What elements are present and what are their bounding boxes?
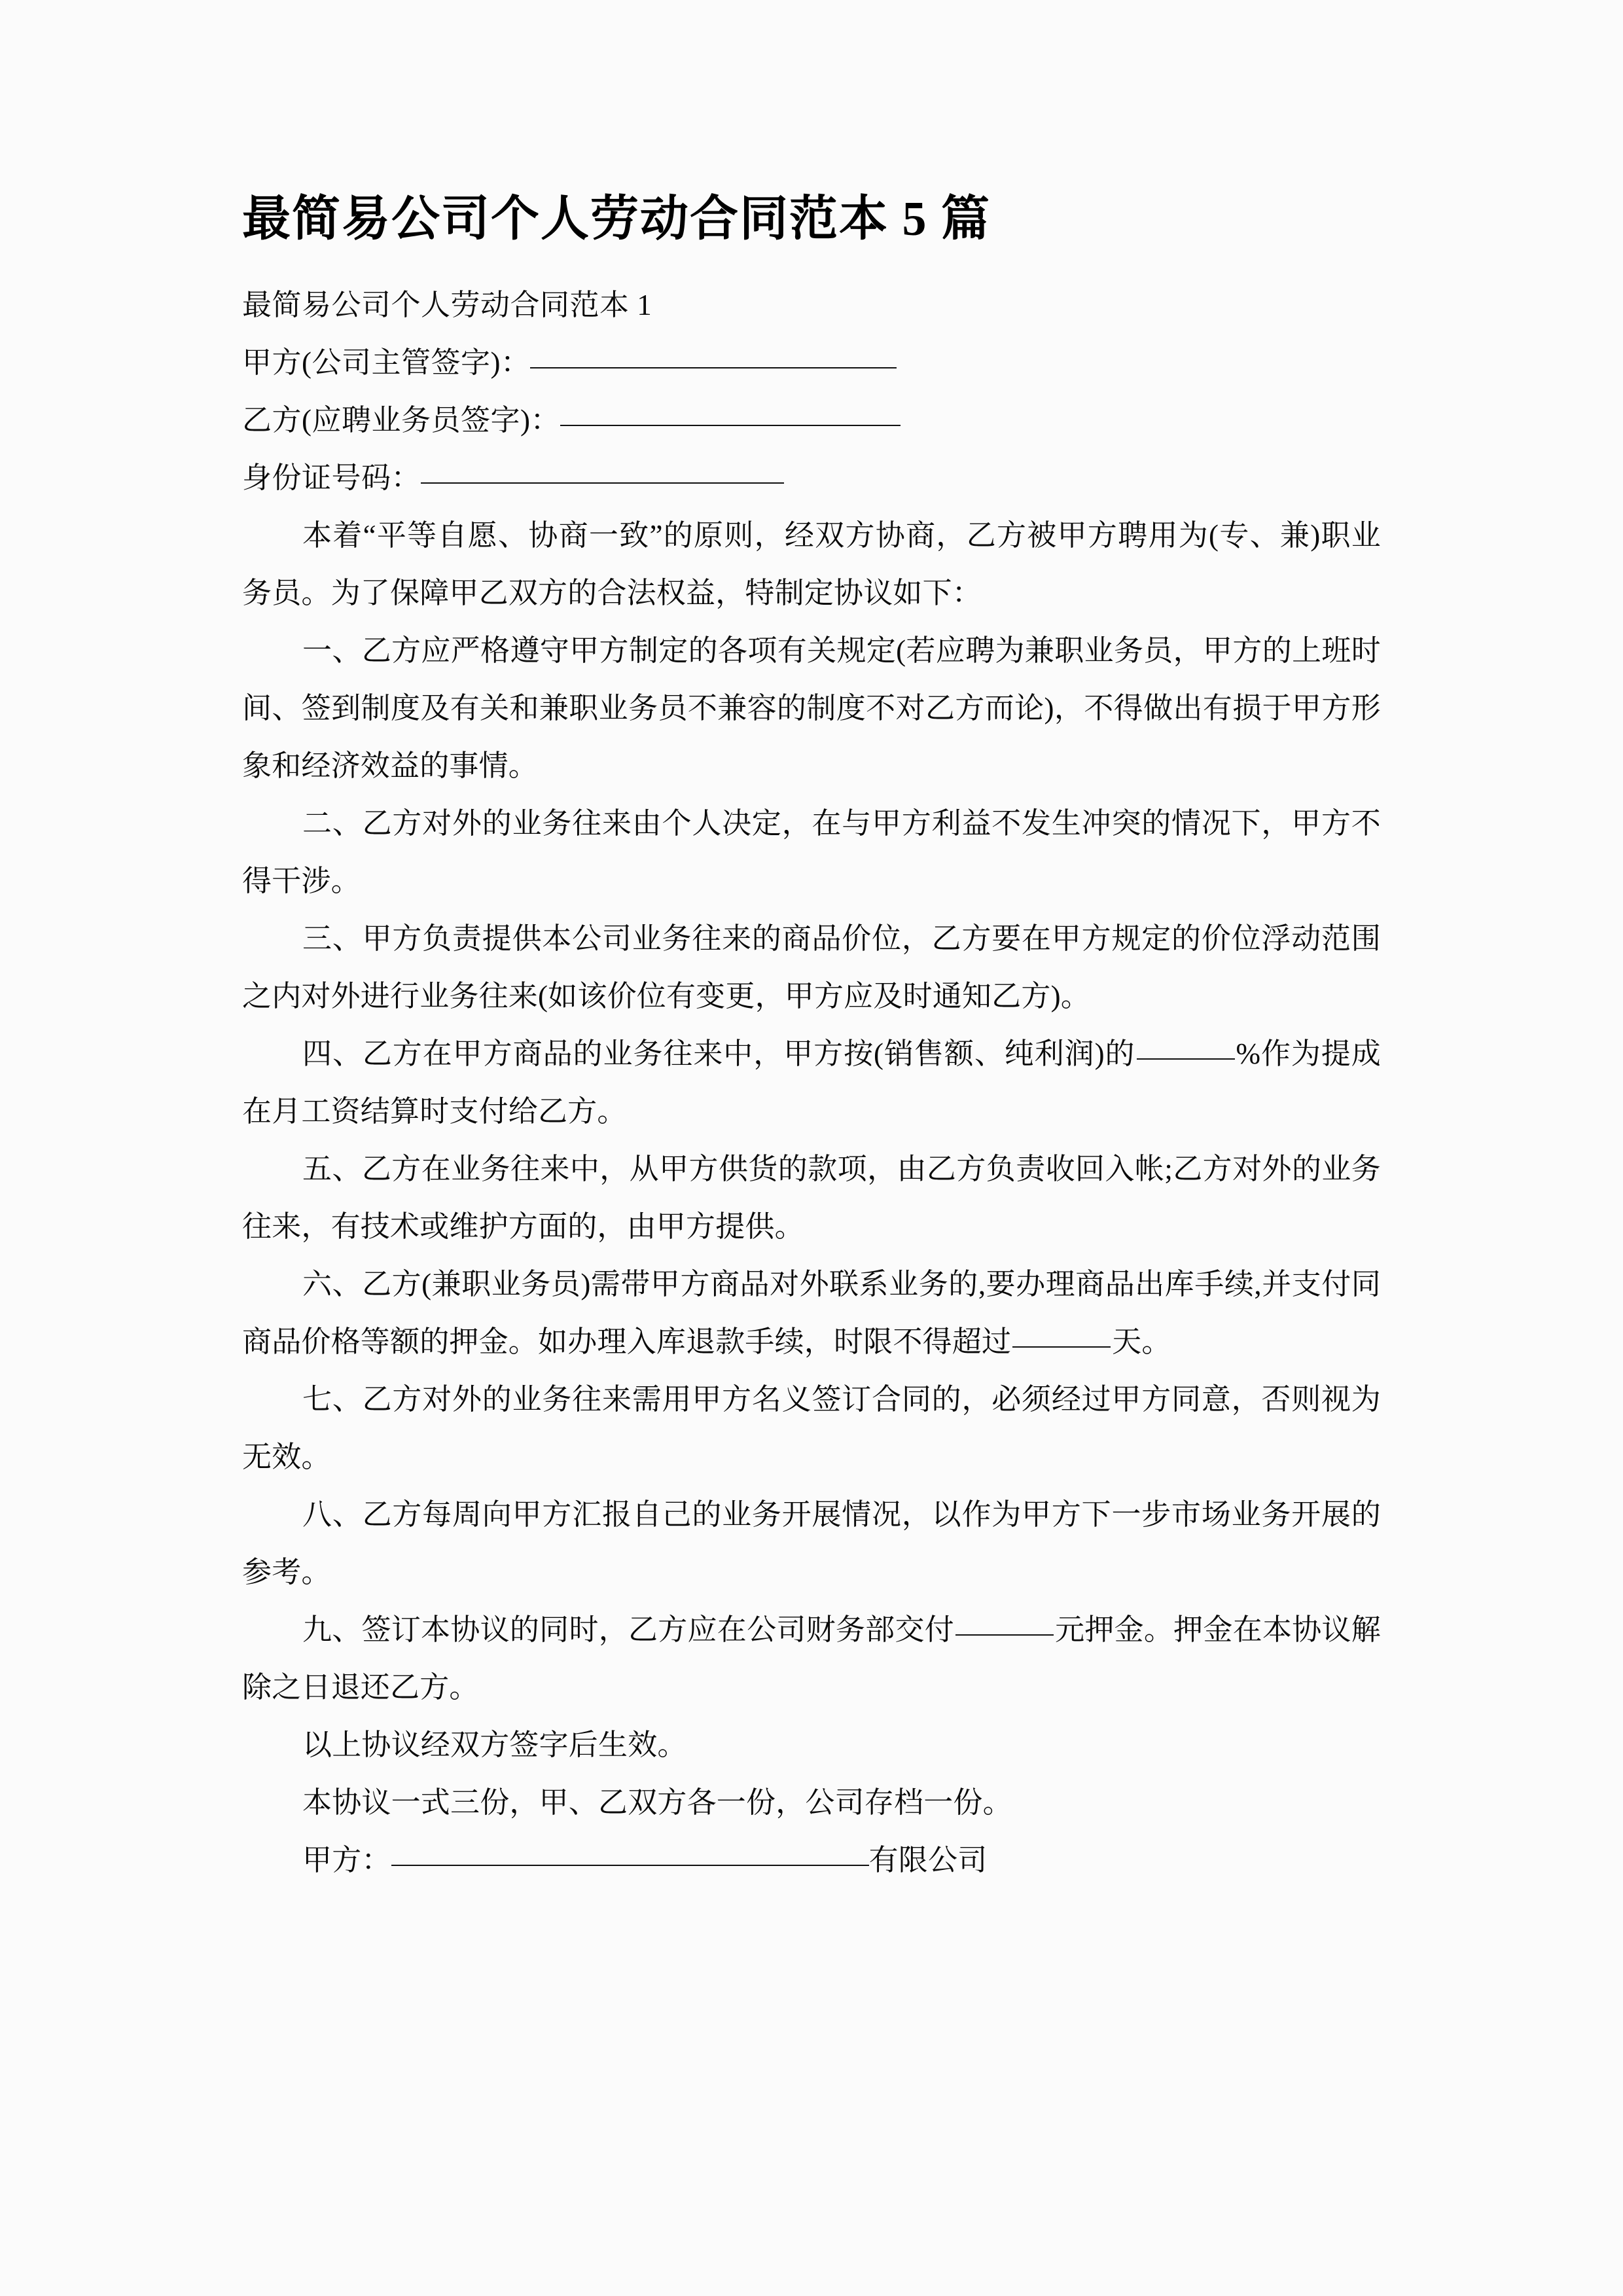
- clause-8-number: 八、: [302, 1498, 363, 1531]
- signature-rule-party-b[interactable]: [560, 424, 901, 426]
- preamble-paragraph: 本着“平等自愿、协商一致”的原则，经双方协商，乙方被甲方聘用为(专、兼)职业务员。为了保障甲乙双方的合法权益，特制定协议如下：: [242, 519, 1381, 609]
- signature-label-party-a: 甲方(公司主管签字)：: [242, 346, 531, 379]
- clause-2: [242, 795, 1381, 910]
- signature-rule-id-number[interactable]: [421, 482, 784, 484]
- signature-rule-party-a[interactable]: [530, 367, 897, 368]
- clause-1-number: 一、: [302, 634, 362, 667]
- clause-8: [242, 1486, 1381, 1601]
- final-signature-party-a: [242, 1831, 1381, 1889]
- clause-8-text: 乙方每周向甲方汇报自己的业务开展情况，以作为甲方下一步市场业务开展的参考。: [242, 1498, 1381, 1588]
- clause-2-number: 二、: [302, 807, 363, 840]
- clause-6-blank-days[interactable]: [1012, 1346, 1111, 1348]
- document-subtitle: 最简易公司个人劳动合同范本 1: [242, 289, 652, 321]
- clause-9-blank-deposit[interactable]: [955, 1634, 1054, 1636]
- final-signature-label: 甲方：: [302, 1844, 391, 1876]
- clause-6: [242, 1255, 1381, 1371]
- signature-field-party-b: [242, 391, 1381, 449]
- signature-field-id-number: [242, 449, 1381, 507]
- clause-3-number: 三、: [302, 922, 363, 955]
- clause-4-number: 四、: [302, 1037, 363, 1070]
- signature-field-party-a: [242, 334, 1381, 391]
- clause-5-number: 五、: [302, 1153, 362, 1185]
- clause-5-text: 乙方在业务往来中，从甲方供货的款项，由乙方负责收回入帐;乙方对外的业务往来，有技术或维护方面的，由甲方提供。: [242, 1153, 1381, 1243]
- clause-9-text-after: 元押金。押金在本协议解除之日退还乙方。: [242, 1613, 1381, 1704]
- clause-6-text-before: 乙方(兼职业务员)需带甲方商品对外联系业务的,要办理商品出库手续,并支付同商品价格等额的押金。如办理入库退款手续，时限不得超过: [242, 1268, 1382, 1358]
- clause-9: [242, 1601, 1381, 1716]
- final-signature-rule[interactable]: [391, 1864, 869, 1866]
- clause-4: [242, 1025, 1381, 1140]
- clause-3: [242, 910, 1381, 1025]
- clause-4-blank-percentage[interactable]: [1137, 1058, 1235, 1060]
- page-title: 最简易公司个人劳动合同范本 5 篇: [242, 192, 991, 246]
- final-signature-suffix: 有限公司: [868, 1844, 988, 1876]
- clause-4-text-before: 乙方在甲方商品的业务往来中，甲方按(销售额、纯利润)的: [362, 1037, 1135, 1070]
- signature-label-party-b: 乙方(应聘业务员签字)：: [242, 404, 560, 437]
- clause-2-text: 乙方对外的业务往来由个人决定，在与甲方利益不发生冲突的情况下，甲方不得干涉。: [242, 807, 1381, 897]
- closing-statement-effective: 以上协议经双方签字后生效。: [302, 1729, 687, 1761]
- clause-7-text: 乙方对外的业务往来需用甲方名义签订合同的，必须经过甲方同意，否则视为无效。: [242, 1383, 1381, 1473]
- clause-3-text: 甲方负责提供本公司业务往来的商品价位，乙方要在甲方规定的价位浮动范围之内对外进行业务往来(如该价位有变更，甲方应及时通知乙方)。: [242, 922, 1381, 1013]
- closing-statement-copies: 本协议一式三份，甲、乙双方各一份，公司存档一份。: [302, 1786, 1012, 1819]
- clause-9-text-before: 签订本协议的同时，乙方应在公司财务部交付: [361, 1613, 954, 1646]
- clause-7: [242, 1371, 1381, 1486]
- clause-7-number: 七、: [302, 1383, 363, 1416]
- clause-6-number: 六、: [302, 1268, 363, 1300]
- signature-label-id-number: 身份证号码：: [242, 461, 421, 494]
- clause-6-text-after: 天。: [1112, 1325, 1171, 1358]
- clause-4-text-after: %作为提成在月工资结算时支付给乙方。: [242, 1037, 1381, 1128]
- clause-9-number: 九、: [302, 1613, 362, 1646]
- clause-1-text: 乙方应严格遵守甲方制定的各项有关规定(若应聘为兼职业务员，甲方的上班时间、签到制度及有关和兼职业务员不兼容的制度不对乙方而论)，不得做出有损于甲方形象和经济效益的事情。: [242, 634, 1381, 782]
- clause-5: [242, 1140, 1381, 1255]
- clause-1: [242, 622, 1381, 795]
